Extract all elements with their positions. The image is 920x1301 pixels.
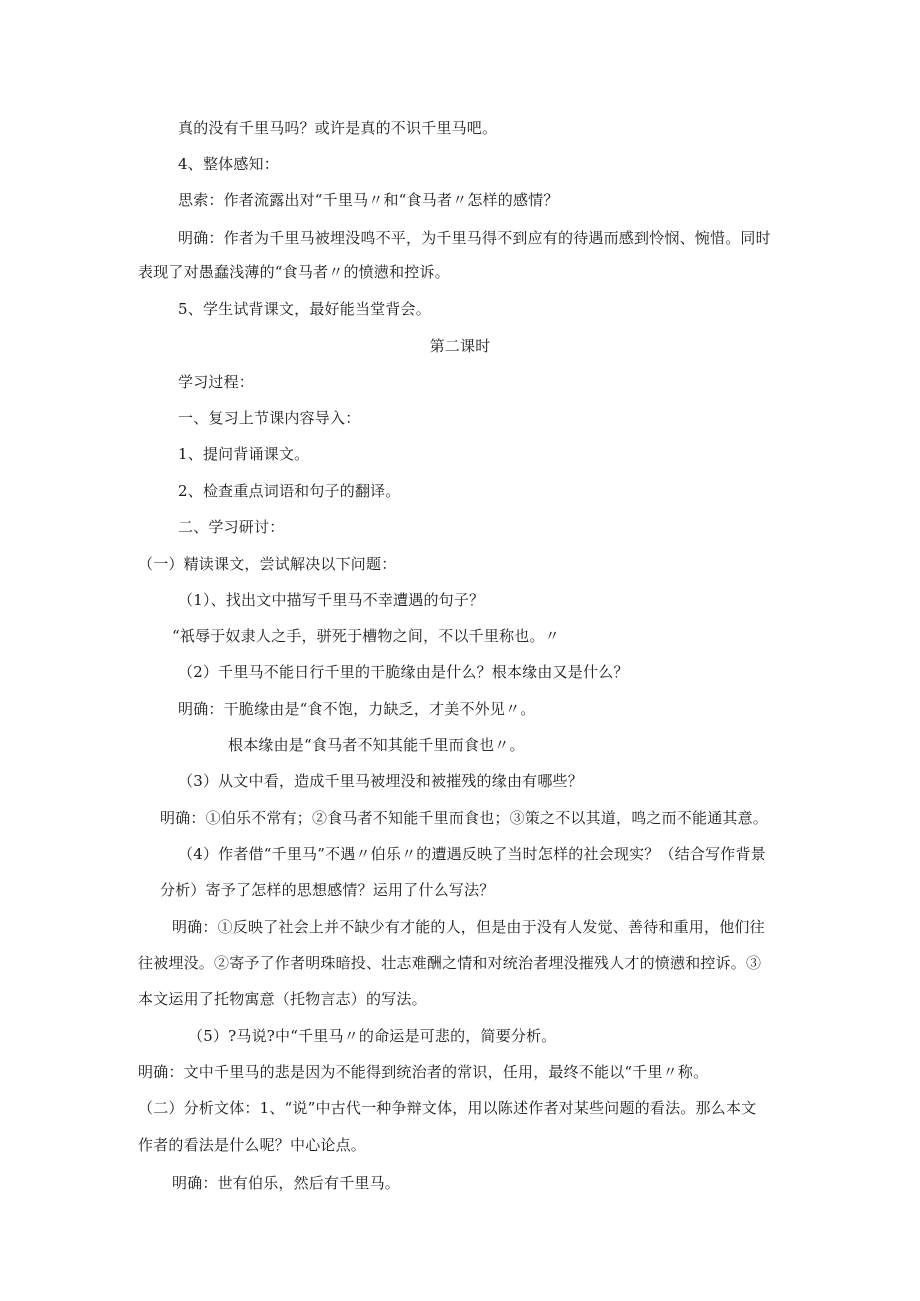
quote-line: “祇辱于奴隶人之手，骈死于槽物之间，不以千里称也。〃 [172,627,560,645]
answer-line: 明确：①反映了社会上并不缺少有才能的人，但是由于没有人发觉、善待和重用，他们往 [172,918,765,936]
list-item: 1、提问背诵课文。 [178,445,310,463]
question-line: （5）?马说?中“千里马〃的命运是可悲的，简要分析。 [188,1027,557,1045]
text-line: 作者的看法是什么呢？中心论点。 [138,1136,367,1154]
section-heading: 学习过程： [178,373,255,391]
question-line: （4）作者借“千里马”不遇〃伯乐〃的遭遇反映了当时怎样的社会现实？（结合写作背景 [178,845,766,863]
section-heading: （一）精读课文，尝试解决以下问题： [138,555,397,573]
answer-line: 明确：文中千里马的悲是因为不能得到统治者的常识，任用，最终不能以“千里〃称。 [138,1063,709,1081]
answer-line: 明确：世有伯乐，然后有千里马。 [172,1174,401,1192]
lesson-title: 第二课时 [429,337,491,355]
answer-line: 明确：干脆缘由是“食不饱，力缺乏，才美不外见〃。 [178,700,536,718]
answer-line: 明确：作者为千里马被埋没鸣不平，为千里马得不到应有的待遇而感到怜悯、惋惜。同时 [178,229,771,247]
answer-line: 往被埋没。②寄予了作者明珠暗投、壮志难酬之情和对统治者埋没摧残人才的愤懑和控诉。③ [138,954,762,972]
text-line: 表现了对愚蠢浅薄的“食马者〃的愤懑和控诉。 [138,263,450,281]
section-heading: 一、复习上节课内容导入： [178,409,361,427]
question-line: 思索：作者流露出对“千里马〃和“食马者〃怎样的感情？ [178,191,559,209]
text-line: 真的没有千里马吗？或许是真的不识千里马吧。 [178,119,498,137]
section-heading: （二）分析文体：1、“说”中古代一种争辩文体，用以陈述作者对某些问题的看法。那么本文 [138,1099,757,1117]
list-item: 2、检查重点词语和句子的翻译。 [178,482,401,500]
answer-line: 根本缘由是“食马者不知其能千里而食也〃。 [228,736,525,754]
section-heading: 4、整体感知： [178,155,279,173]
question-line: （2）千里马不能日行千里的干脆缘由是什么？根本缘由又是什么？ [178,663,629,681]
question-line: （1）、找出文中描写千里马不幸遭遇的句子？ [178,591,485,609]
section-heading: 二、学习研讨： [178,518,285,536]
answer-line: 本文运用了托物寓意（托物言志）的写法。 [138,990,427,1008]
question-line: （3）从文中看，造成千里马被埋没和被摧残的缘由有哪些？ [178,772,583,790]
answer-line: 明确：①伯乐不常有；②食马者不知能千里而食也；③策之不以其道，鸣之而不能通其意。 [160,809,769,827]
section-heading: 5、学生试背课文，最好能当堂背会。 [178,300,431,318]
question-line: 分析）寄予了怎样的思想感情？运用了什么写法？ [160,881,495,899]
